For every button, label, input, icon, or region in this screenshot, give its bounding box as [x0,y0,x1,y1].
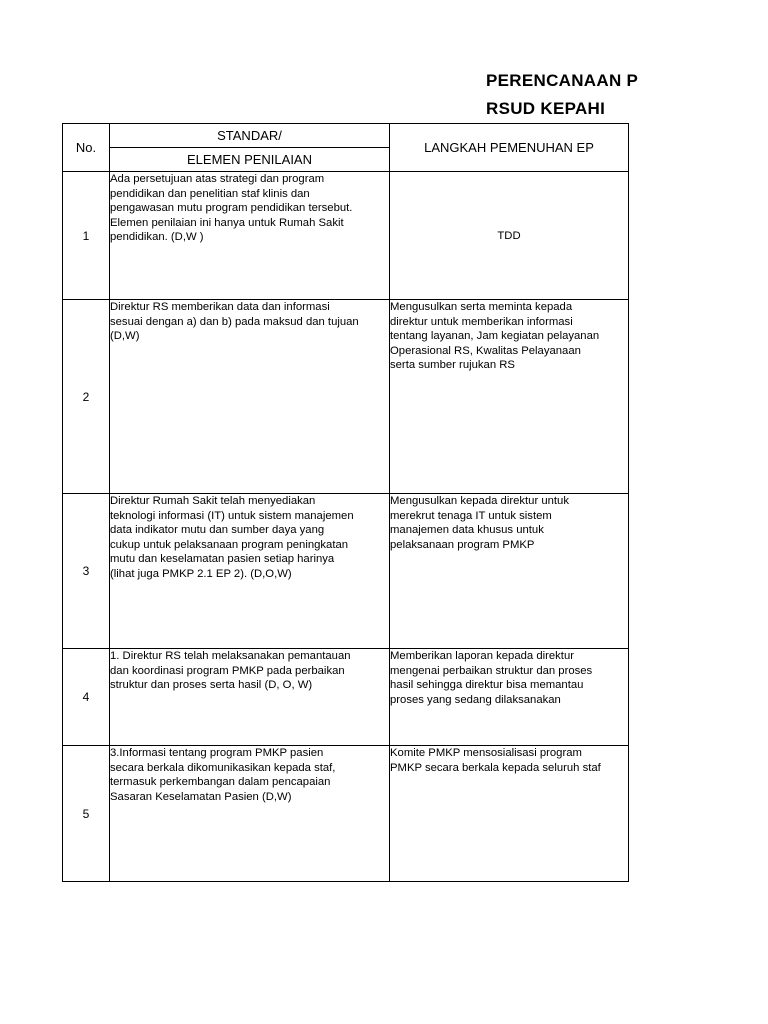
header-elemen-penilaian: ELEMEN PENILAIAN [110,148,390,172]
table-header-row [63,124,629,148]
langkah-cell: Memberikan laporan kepada direktur mengenai perbaikan struktur dan proses hasil sehingga direktur bisa memantau proses yang sedang dilaksanakan [390,649,629,746]
langkah-cell: Mengusulkan serta meminta kepada direktur untuk memberikan informasi tentang layanan, Jam kegiatan pelayanan Operasional RS, Kwalitas Pelayanaan serta sumber rujukan RS [390,300,629,494]
langkah-cell: Mengusulkan kepada direktur untuk merekrut tenaga IT untuk sistem manajemen data khusus untuk pelaksanaan program PMKP [390,494,629,649]
header-standar: STANDAR/ [110,124,390,148]
row-number: 3 [63,494,110,649]
row-number: 4 [63,649,110,746]
header-langkah: LANGKAH PEMENUHAN EP [390,124,629,172]
header-no: No. [63,124,110,172]
elemen-penilaian-cell: Direktur Rumah Sakit telah menyediakan teknologi informasi (IT) untuk sistem manajemen data indikator mutu dan sumber daya yang cukup untuk pelaksanaan program peningkatan mutu dan keselamatan pasien setiap harinya (lihat juga PMKP 2.1 EP 2). (D,O,W) [110,494,390,649]
table-row [63,494,629,649]
document-subtitle: RSUD KEPAHI [486,99,606,118]
table-row [63,172,629,300]
elemen-penilaian-cell: Direktur RS memberikan data dan informasi sesuai dengan a) dan b) pada maksud dan tujuan (D,W) [110,300,390,494]
elemen-penilaian-cell: 3.Informasi tentang program PMKP pasien secara berkala dikomunikasikan kepada staf, termasuk perkembangan dalam pencapaian Sasaran Keselamatan Pasien (D,W) [110,746,390,882]
langkah-cell: TDD [390,172,629,300]
table-row [63,300,629,494]
langkah-cell: Komite PMKP mensosialisasi program PMKP secara berkala kepada seluruh staf [390,746,629,882]
ep-table [62,123,629,882]
document-title: PERENCANAAN P [486,71,639,90]
row-number: 5 [63,746,110,882]
table-row [63,649,629,746]
elemen-penilaian-cell: 1. Direktur RS telah melaksanakan pemantauan dan koordinasi program PMKP pada perbaikan struktur dan proses serta hasil (D, O, W) [110,649,390,746]
table-row [63,746,629,882]
row-number: 2 [63,300,110,494]
elemen-penilaian-cell: Ada persetujuan atas strategi dan program pendidikan dan penelitian staf klinis dan pengawasan mutu program pendidikan tersebut. Elemen penilaian ini hanya untuk Rumah Sakit pendidikan. (D,W ) [110,172,390,300]
row-number: 1 [63,172,110,300]
